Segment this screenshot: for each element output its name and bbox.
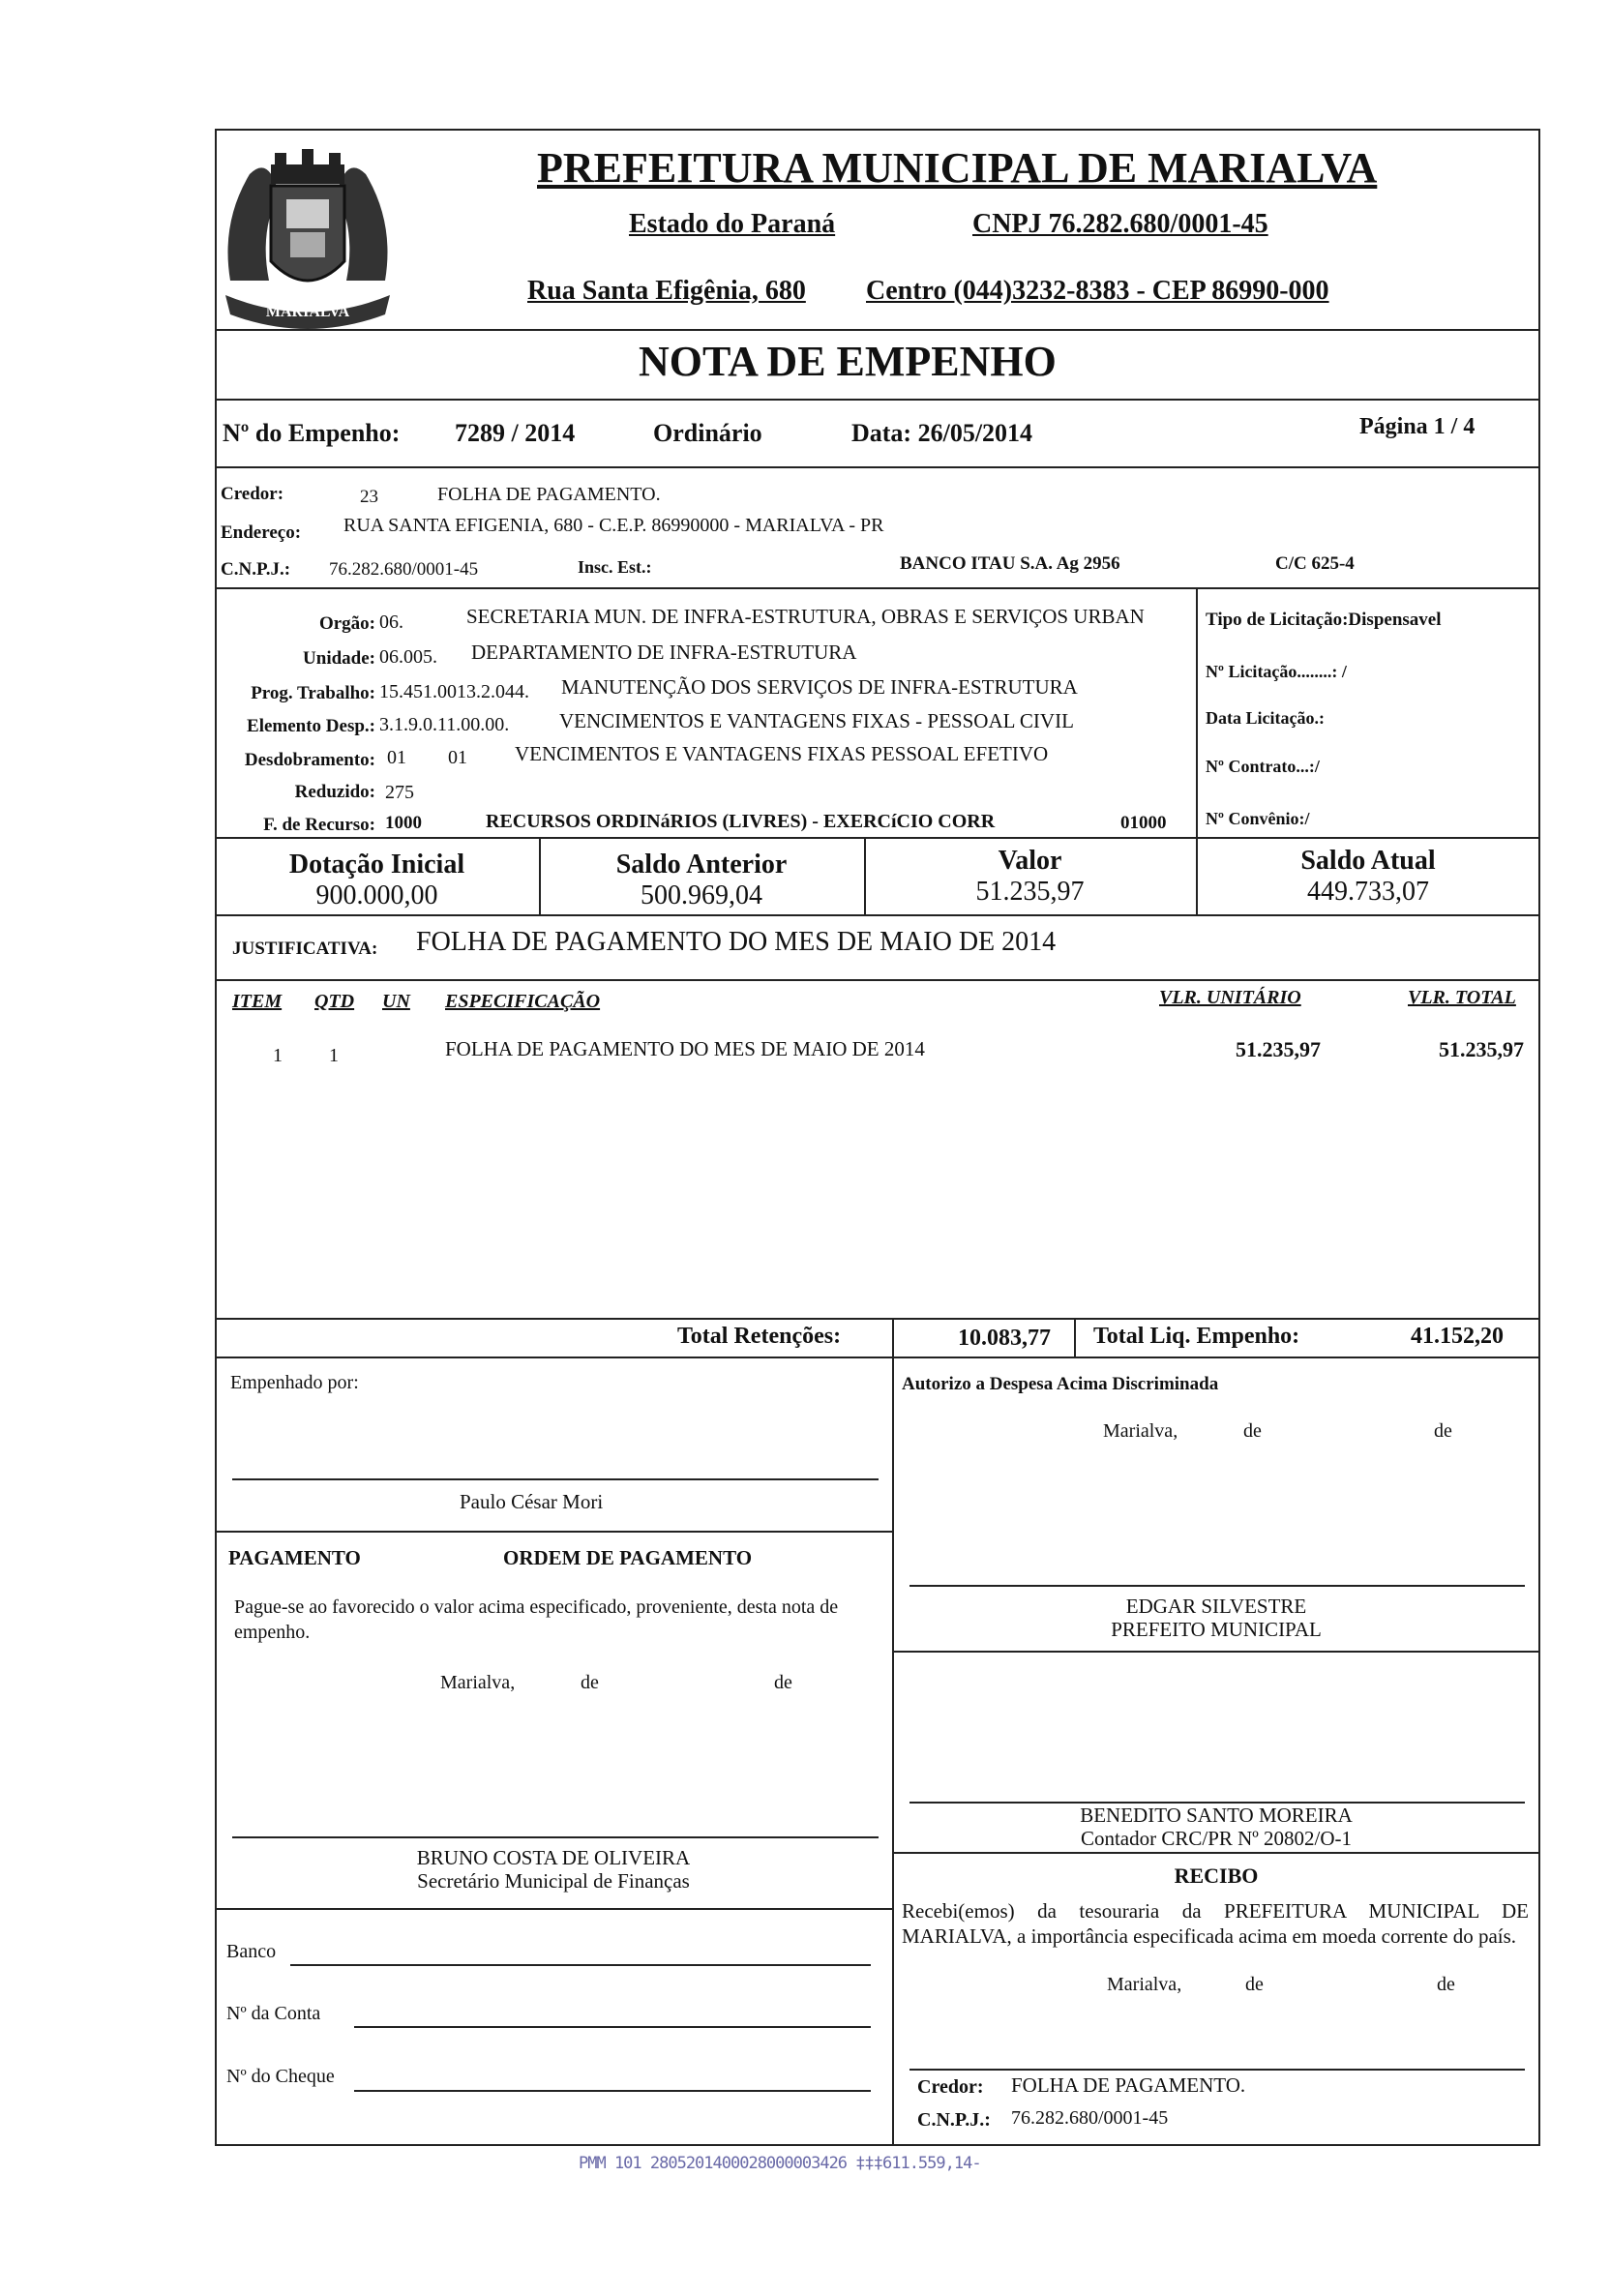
row-qtd: 1 <box>329 1045 339 1066</box>
footer-code: PMM 101 2805201400028000003426 ‡‡‡611.559,14- <box>579 2154 981 2173</box>
liq-label: Total Liq. Empenho: <box>1093 1324 1300 1349</box>
header-contact: Centro (044)3232-8383 - CEP 86990-000 <box>866 276 1329 306</box>
conta-label: Nº da Conta <box>226 2003 321 2024</box>
unidade-value: DEPARTAMENTO DE INFRA-ESTRUTURA <box>471 641 857 664</box>
pague-se-text: Pague-se ao favorecido o valor acima especificado, proveniente, desta nota de empenho. <box>234 1596 839 1643</box>
credor-label: Credor: <box>221 484 284 504</box>
recibo-credor-nome: FOLHA DE PAGAMENTO. <box>1011 2073 1246 2097</box>
saldo-atual-value: 449.733,07 <box>1307 877 1429 907</box>
empenhado-nome: Paulo César Mori <box>460 1490 604 1513</box>
retencoes-label: Total Retenções: <box>677 1324 842 1349</box>
recibo-credor-label: Credor: <box>917 2076 984 2098</box>
recurso-value: RECURSOS ORDINáRIOS (LIVRES) - EXERCíCIO CORR <box>486 811 996 832</box>
empenho-label: Nº do Empenho: <box>223 419 401 447</box>
convenio: Nº Convênio:/ <box>1206 809 1310 828</box>
col-qtd: QTD <box>314 991 355 1012</box>
endereco-value: RUA SANTA EFIGENIA, 680 - C.E.P. 86990000 - MARIALVA - PR <box>343 515 884 536</box>
pagamento-label: PAGAMENTO <box>228 1546 361 1569</box>
elem-value: VENCIMENTOS E VANTAGENS FIXAS - PESSOAL CIVIL <box>559 709 1074 732</box>
valor-value: 51.235,97 <box>975 877 1085 907</box>
header-state: Estado do Paraná <box>629 209 836 239</box>
secretario-cargo: Secretário Municipal de Finanças <box>417 1869 690 1893</box>
prog-code: 15.451.0013.2.044. <box>379 681 529 702</box>
col-total: VLR. TOTAL <box>1408 987 1516 1008</box>
elem-label: Elemento Desp.: <box>247 716 375 736</box>
empenho-date: Data: 26/05/2014 <box>851 419 1033 447</box>
header-title: PREFEITURA MUNICIPAL DE MARIALVA <box>537 144 1378 192</box>
svg-text:MARIALVA: MARIALVA <box>265 304 350 320</box>
orgao-label: Orgão: <box>318 613 375 634</box>
recibo-text: Recebi(emos) da tesouraria da PREFEITURA MUNICIPAL DE MARIALVA, a importância especificada acima em moeda corrente do país. <box>902 1899 1529 1948</box>
saldo-anterior-value: 500.969,04 <box>641 880 762 910</box>
saldo-anterior-label: Saldo Anterior <box>615 850 788 880</box>
justificativa-text: FOLHA DE PAGAMENTO DO MES DE MAIO DE 2014 <box>416 927 1057 957</box>
de-2: de <box>1434 1420 1452 1442</box>
de-5: de <box>1245 1974 1264 1995</box>
dotacao-inicial-value: 900.000,00 <box>315 880 438 910</box>
cheque-label: Nº do Cheque <box>226 2066 335 2087</box>
empenho-type: Ordinário <box>653 419 762 447</box>
saldo-atual-label: Saldo Atual <box>1300 846 1436 876</box>
local-recibo: Marialva, <box>1107 1974 1182 1995</box>
unidade-label: Unidade: <box>303 648 375 669</box>
desd-label: Desdobramento: <box>244 750 375 770</box>
cc-value: C/C 625-4 <box>1275 553 1355 574</box>
retencoes-value: 10.083,77 <box>958 1326 1051 1351</box>
banco-label: Banco <box>226 1941 277 1962</box>
credor-cnpj-label: C.N.P.J.: <box>221 559 291 580</box>
prog-label: Prog. Trabalho: <box>251 683 375 703</box>
recurso-code2: 01000 <box>1120 813 1167 833</box>
endereco-label: Endereço: <box>221 522 302 543</box>
col-item: ITEM <box>232 991 283 1012</box>
de-1: de <box>1243 1420 1262 1442</box>
orgao-code: 06. <box>379 611 403 633</box>
header-cnpj: CNPJ 76.282.680/0001-45 <box>972 209 1268 239</box>
unidade-code: 06.005. <box>379 646 437 668</box>
empenho-number: 7289 / 2014 <box>455 419 576 447</box>
desd-value: VENCIMENTOS E VANTAGENS FIXAS PESSOAL EFETIVO <box>515 742 1049 765</box>
page-number: Página 1 / 4 <box>1359 414 1476 439</box>
col-unit: VLR. UNITÁRIO <box>1159 987 1301 1008</box>
autorizo-text: Autorizo a Despesa Acima Discriminada <box>902 1374 1219 1394</box>
de-6: de <box>1437 1974 1455 1995</box>
local-pagamento: Marialva, <box>440 1672 516 1693</box>
secretario-nome: BRUNO COSTA DE OLIVEIRA <box>416 1846 691 1869</box>
recurso-label: F. de Recurso: <box>263 815 375 835</box>
elem-code: 3.1.9.0.11.00.00. <box>379 714 510 735</box>
row-total: 51.235,97 <box>1439 1037 1524 1061</box>
prog-value: MANUTENÇÃO DOS SERVIÇOS DE INFRA-ESTRUTURA <box>561 675 1078 699</box>
insc-label: Insc. Est.: <box>578 557 652 577</box>
de-3: de <box>581 1672 599 1693</box>
ordem-pagamento: ORDEM DE PAGAMENTO <box>503 1546 753 1569</box>
valor-label: Valor <box>998 846 1062 876</box>
orgao-value: SECRETARIA MUN. DE INFRA-ESTRUTURA, OBRAS E SERVIÇOS URBAN <box>466 605 1145 628</box>
header-address: Rua Santa Efigênia, 680 <box>527 276 806 306</box>
recibo-cnpj-label: C.N.P.J.: <box>917 2109 991 2131</box>
credor-name: FOLHA DE PAGAMENTO. <box>437 484 661 505</box>
data-licitacao: Data Licitação.: <box>1206 708 1325 728</box>
col-un: UN <box>382 991 410 1012</box>
prefeito-cargo: PREFEITO MUNICIPAL <box>1111 1618 1322 1641</box>
recurso-code: 1000 <box>385 813 422 833</box>
col-espec: ESPECIFICAÇÃO <box>445 991 601 1012</box>
contador-nome: BENEDITO SANTO MOREIRA <box>1080 1804 1353 1827</box>
justificativa-label: JUSTIFICATIVA: <box>232 939 378 959</box>
contador-cargo: Contador CRC/PR Nº 20802/O-1 <box>1080 1827 1353 1850</box>
reduzido-label: Reduzido: <box>294 782 375 802</box>
reduzido-value: 275 <box>385 782 414 803</box>
recibo-title: RECIBO <box>1174 1864 1259 1888</box>
prefeito-nome: EDGAR SILVESTRE <box>1125 1595 1307 1618</box>
credor-code: 23 <box>360 487 378 507</box>
desd-code2: 01 <box>448 747 467 768</box>
tipo-licitacao: Tipo de Licitação:Dispensavel <box>1206 610 1442 630</box>
contrato: Nº Contrato...:/ <box>1206 757 1320 776</box>
numero-licitacao: Nº Licitação........: / <box>1206 662 1347 681</box>
de-4: de <box>774 1672 792 1693</box>
empenhado-label: Empenhado por: <box>230 1372 359 1393</box>
dotacao-inicial-label: Dotação Inicial <box>288 850 465 880</box>
banco-value: BANCO ITAU S.A. Ag 2956 <box>900 553 1120 574</box>
liq-value: 41.152,20 <box>1411 1324 1504 1349</box>
row-item: 1 <box>273 1045 283 1066</box>
row-unit: 51.235,97 <box>1236 1037 1321 1061</box>
row-espec: FOLHA DE PAGAMENTO DO MES DE MAIO DE 2014 <box>445 1037 925 1060</box>
doc-title: NOTA DE EMPENHO <box>639 338 1057 385</box>
desd-code1: 01 <box>387 747 406 768</box>
credor-cnpj: 76.282.680/0001-45 <box>329 559 479 580</box>
local-autorizo: Marialva, <box>1103 1420 1178 1442</box>
recibo-cnpj: 76.282.680/0001-45 <box>1011 2107 1169 2129</box>
coat-of-arms-icon <box>211 135 404 339</box>
